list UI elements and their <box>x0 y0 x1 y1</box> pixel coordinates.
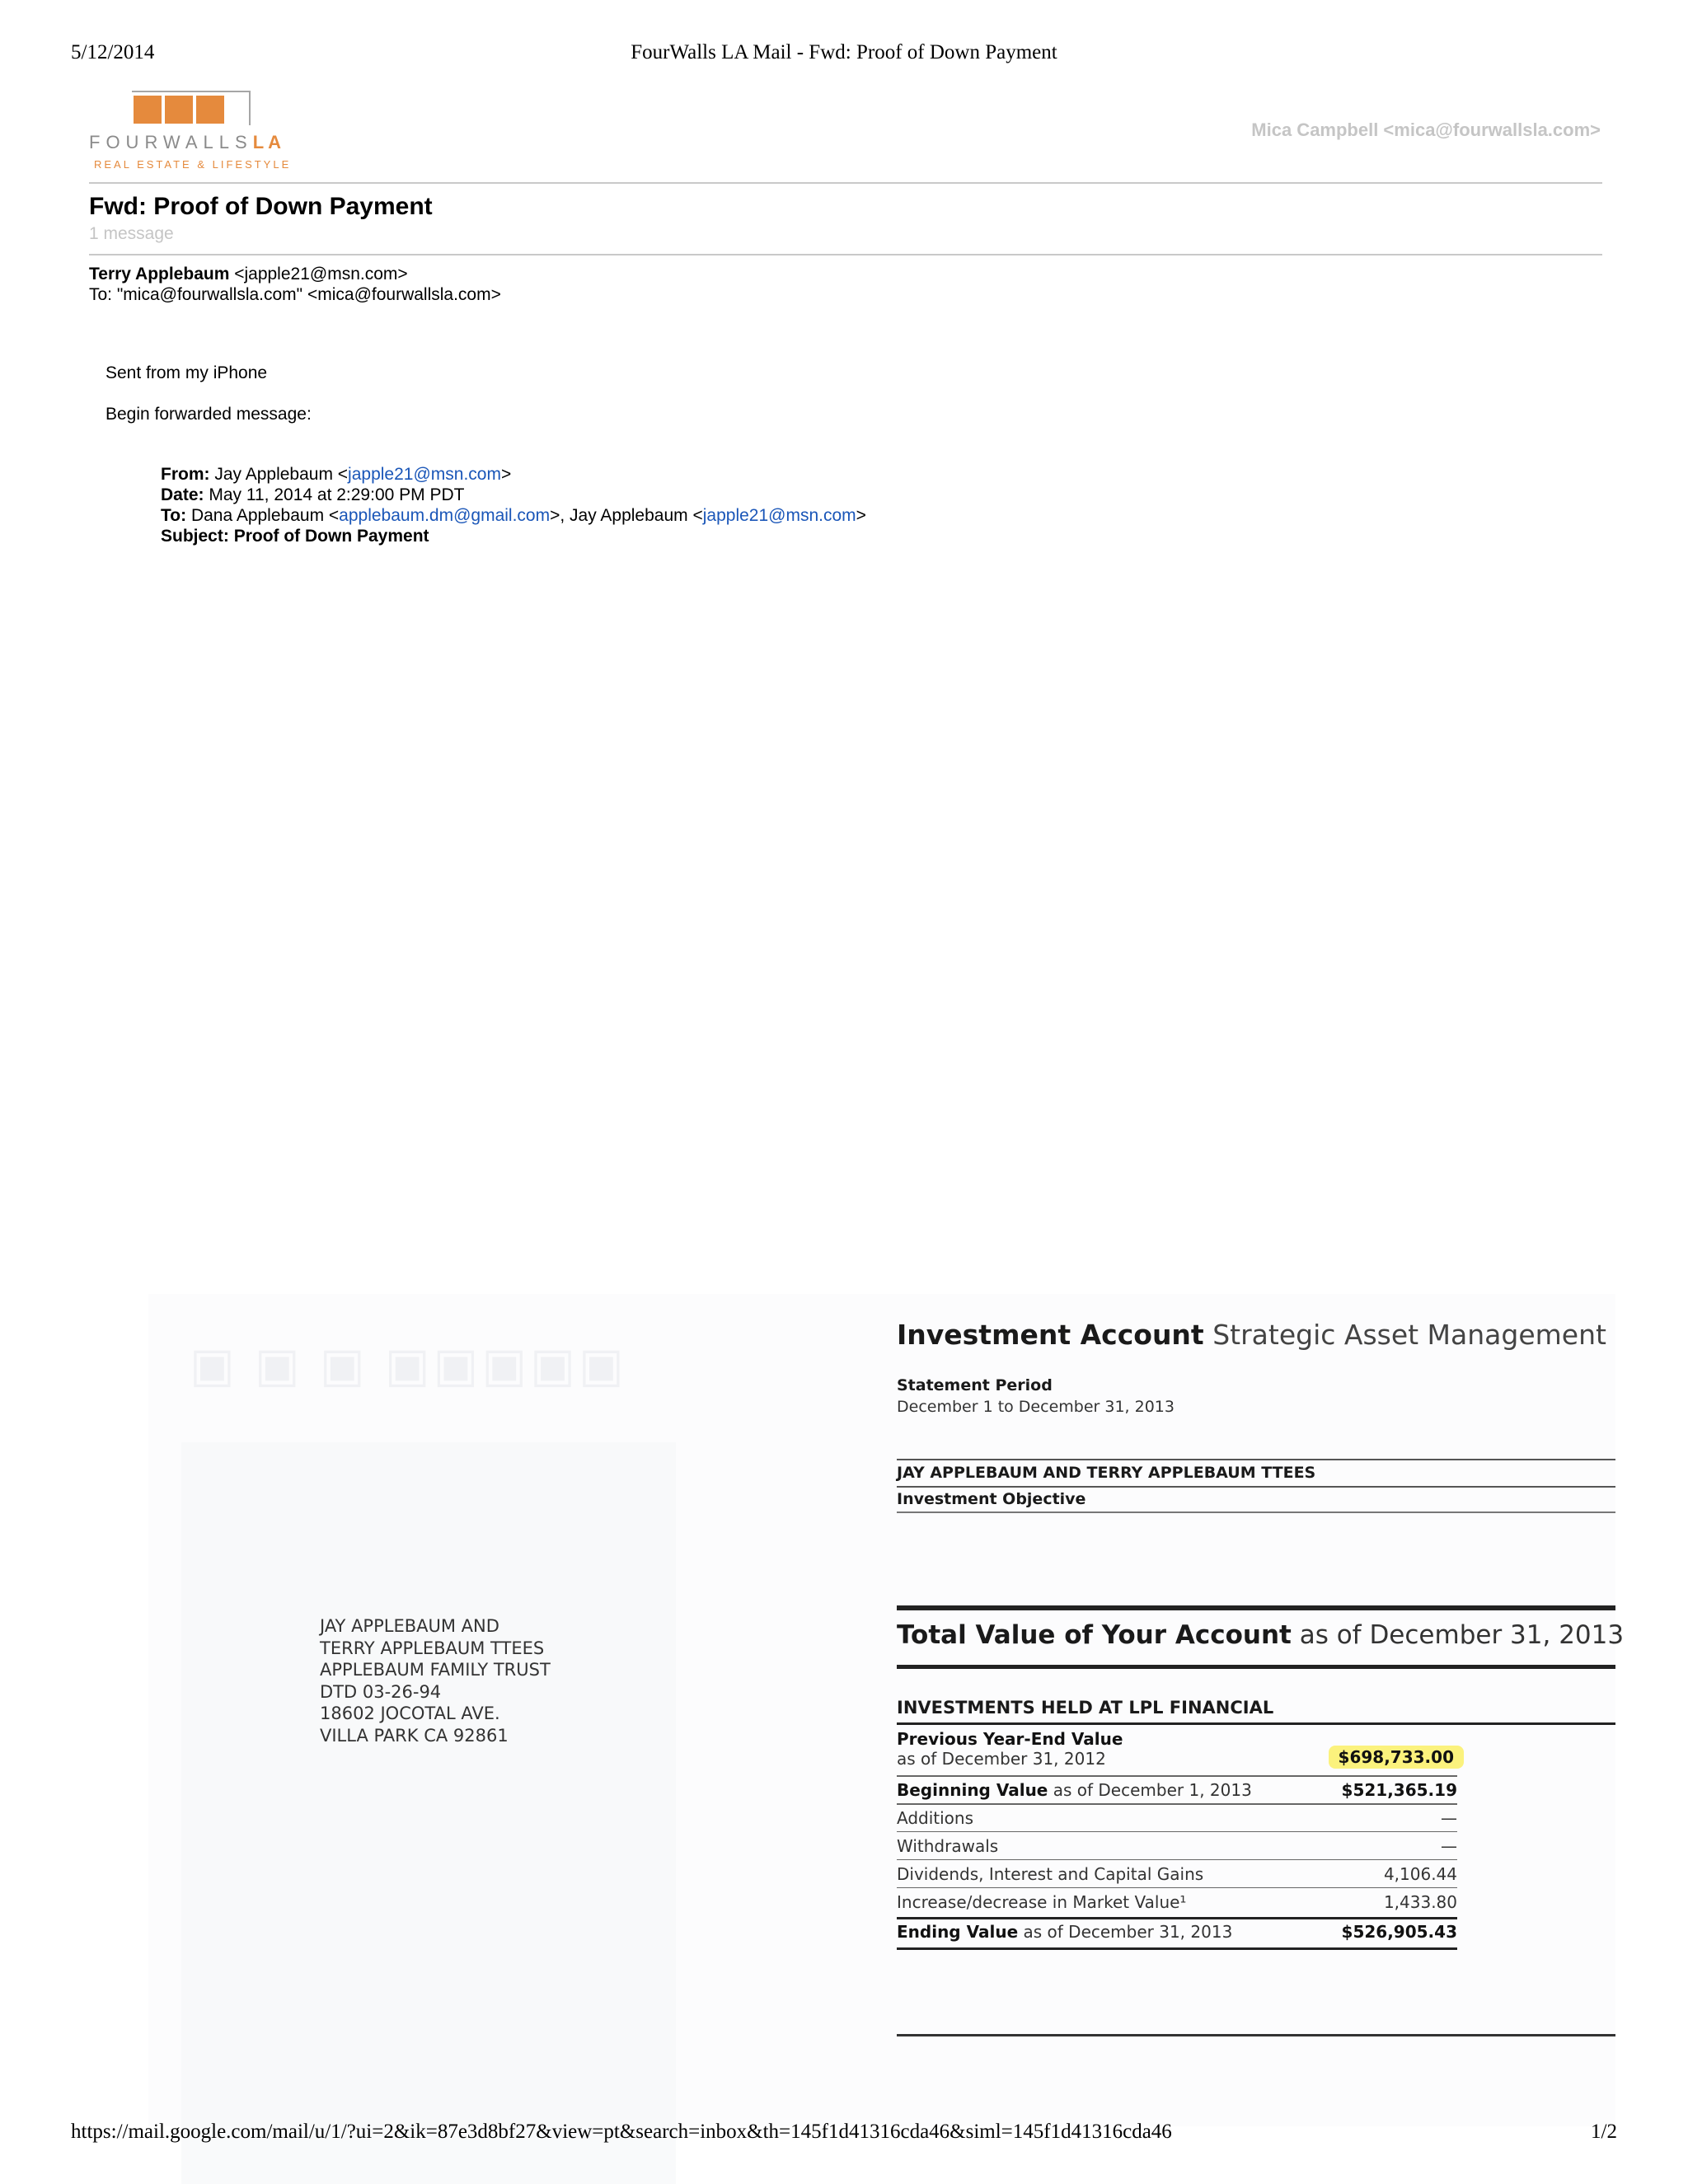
investments-held-heading: INVESTMENTS HELD AT LPL FINANCIAL <box>897 1698 1274 1718</box>
fwd-date: Date: May 11, 2014 at 2:29:00 PM PDT <box>161 485 465 504</box>
fwd-from: From: Jay Applebaum <japple21@msn.com> <box>161 465 512 484</box>
value-row: Withdrawals — <box>897 1836 1457 1856</box>
mailing-address: JAY APPLEBAUM AND TERRY APPLEBAUM TTEES APPLEBAUM FAMILY TRUST DTD 03-26-94 18602 JOCOTAL AVE. VILLA PARK CA 92861 <box>320 1616 551 1746</box>
statement-period-value: December 1 to December 31, 2013 <box>897 1398 1175 1416</box>
fwd-to: To: Dana Applebaum <applebaum.dm@gmail.com>, Jay Applebaum <japple21@msn.com> <box>161 506 866 525</box>
total-value-heading: Total Value of Your Account as of December 31, 2013 <box>897 1620 1625 1650</box>
divider <box>89 182 1602 184</box>
thread-subject: Fwd: Proof of Down Payment <box>89 193 433 220</box>
logo-wordmark: FOURWALLSLA <box>89 132 286 152</box>
value-row: Ending Value as of December 31, 2013 $526,905.43 <box>897 1922 1457 1942</box>
fwd-to-email-link[interactable]: applebaum.dm@gmail.com <box>339 506 551 525</box>
account-label: Mica Campbell <mica@fourwallsla.com> <box>1251 120 1601 140</box>
value-row: Beginning Value as of December 1, 2013 $521,365.19 <box>897 1780 1457 1800</box>
statement-scan-image <box>148 1294 1625 2126</box>
recipient-line: To: "mica@fourwallsla.com" <mica@fourwallsla.com> <box>89 285 501 304</box>
print-header <box>0 0 1688 99</box>
highlighted-value: $698,733.00 <box>1329 1746 1464 1769</box>
account-owner: JAY APPLEBAUM AND TERRY APPLEBAUM TTEES <box>897 1464 1316 1482</box>
fwd-from-email-link[interactable]: japple21@msn.com <box>348 465 501 484</box>
logo-squares-icon <box>132 91 231 124</box>
statement-title: Investment Account Strategic Asset Management <box>897 1319 1606 1351</box>
statement-panel <box>897 1294 1625 2126</box>
fourwalls-logo <box>89 87 295 173</box>
value-row: Dividends, Interest and Capital Gains 4,106.44 <box>897 1864 1457 1884</box>
body-line: Begin forwarded message: <box>106 405 312 424</box>
divider <box>89 254 1602 255</box>
body-line: Sent from my iPhone <box>106 363 268 382</box>
forwarded-header <box>161 464 866 546</box>
fwd-to-email-link[interactable]: japple21@msn.com <box>702 506 856 525</box>
scan-faded-logo: ▣ ▣ ▣ ▣▣▣▣▣ <box>190 1338 627 1392</box>
sender-email: <japple21@msn.com> <box>234 265 408 284</box>
logo-tagline: REAL ESTATE & LIFESTYLE <box>94 158 292 171</box>
print-footer-url: https://mail.google.com/mail/u/1/?ui=2&ik=87e3d8bf27&view=pt&search=inbox&th=145f1d41316cda46&siml=145f1d41316cda46 <box>71 2121 1172 2143</box>
message-count: 1 message <box>89 224 174 243</box>
value-row: Increase/decrease in Market Value¹ 1,433.80 <box>897 1892 1457 1912</box>
investment-objective-label: Investment Objective <box>897 1490 1086 1508</box>
fwd-subject: Subject: Proof of Down Payment <box>161 527 429 546</box>
print-title: FourWalls LA Mail - Fwd: Proof of Down Payment <box>631 41 1057 63</box>
value-row: Previous Year-End Value as of December 31, 2012 $698,733.00 <box>897 1729 1457 1769</box>
print-page-number: 1/2 <box>1591 2121 1617 2143</box>
sender-line <box>89 265 408 284</box>
sender-name: Terry Applebaum <box>89 265 230 284</box>
value-row: Additions — <box>897 1808 1457 1828</box>
statement-period-label: Statement Period <box>897 1376 1053 1394</box>
print-date: 5/12/2014 <box>71 41 155 63</box>
